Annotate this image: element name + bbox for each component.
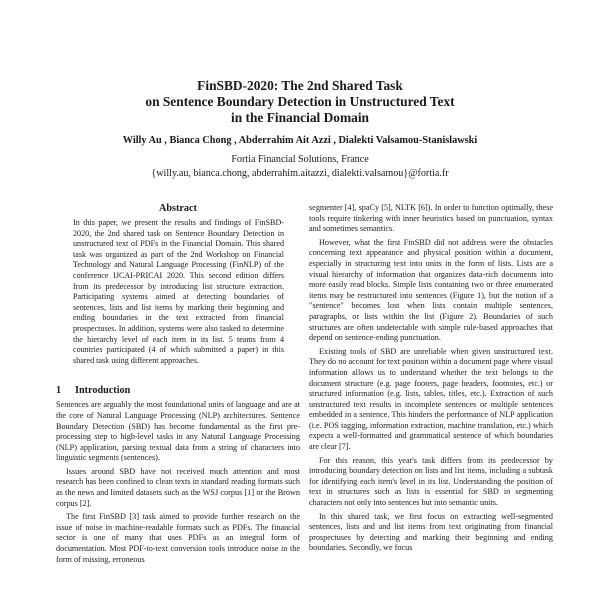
section-heading-introduction [56,385,300,396]
left-column [56,203,300,568]
right-paragraph-2: However, what the first FinSBD did not address were the obstacles concerning text appearance and physical position within a document, especially in structuring text into units in the form of lists. Lists are a visual hierarchy of information that organizes data-rich documents into more easily read blocks. Simple lists containing two or three enumerated items may be restructured into sentences (Figure 1), but the notion of a "sentence" becomes lost when lists contain multiple sentences, paragraphs, or lists within the list (Figure 2). Boundaries of such structures are often undetectable with simple rule-based approaches that depend on sentence-ending punctuation. [309,237,553,343]
right-column [309,203,553,557]
right-paragraph-4: For this reason, this year's task differs from its predecessor by introducing boundary detection on lists and list items, including a subtask for identifying each item's level in its list. Understanding the position of text in structures such as lists is essential for SBD in segmenting characters not only into sentences but into semantic units. [309,455,553,508]
affiliation-emails: {willy.au, bianca.chong, abderrahim.aitazzi, dialekti.valsamou}@fortia.fr [151,167,449,179]
paper-title [100,78,500,126]
abstract-text: In this paper, we present the results and findings of FinSBD-2020, the 2nd shared task on Sentence Boundary Detection in unstructured text of PDFs in the Financial Domain. This shared task was organized as part of the 2nd Workshop on Financial Technology and Natural Language Processing (FinNLP) of the conference IJCAI-PRICAI 2020. This second edition differs from its predecessor by introducing list structure extraction. Participating systems aimed at detecting boundaries of sentences, lists and list items by marking their beginning and ending boundaries in the text extracted from financial prospectuses. In addition, systems were also tasked to determine the hierarchy level of each item in its list. 5 teams from 4 countries participated (4 of which submitted a paper) in this shared task using different approaches. [73,218,284,365]
intro-paragraph-1: Sentences are arguably the most foundational units of language and are at the core of Natural Language Processing (NLP) architectures. Sentence Boundary Detection (SBD) has become fundamental as the first pre-processing step to high-level tasks in any Natural Language Processing (NLP) application, parsing textual data from a string of characters into linguistic segments (sentences). [56,400,300,463]
right-paragraph-5: In this shared task, we first focus on extracting well-segmented sentences, lists and and list items from text originating from financial prospectuses by detecting and marking their beginning and ending boundaries. Secondly, we focus [309,511,553,553]
title-line-2: on Sentence Boundary Detection in Unstructured Text [145,94,455,109]
section-title: Introduction [75,385,131,397]
intro-paragraph-3: The first FinSBD [3] task aimed to provide further research on the issue of noise in machine-readable formats such as PDFs. The financial sector is one of many that uses PDFs as an integral form of documentation. Most PDF-to-text conversion tools introduce noise in the form of missing, erroneous [56,512,300,564]
abstract-heading: Abstract [159,203,197,214]
title-line-3: in the Financial Domain [230,110,369,125]
affiliation [80,153,520,180]
intro-paragraph-2: Issues around SBD have not received much attention and most research has been confined to clean texts in standard reading formats such as the news and limited datasets such as the WSJ corpus [1] or the Brown corpus [2]. [56,466,300,508]
author-list: Willy Au , Bianca Chong , Abderrahim Ait Azzi , Dialekti Valsamou-Stanislawski [122,135,478,146]
title-line-1: FinSBD-2020: The 2nd Shared Task [197,78,403,93]
section-number: 1 [56,385,62,397]
right-paragraph-1: segmenter [4], spaCy [5], NLTK [6]). In order to function optimally, these tools require tinkering with inner heuristics based on punctuation, syntax and sometimes semantics. [309,203,553,234]
right-paragraph-3: Existing tools of SBD are unreliable when given unstructured text. They do no account for text position within a document page where visual information allows us to understand whether the text belongs to the document structure (e.g. page footers, page headers, footnotes, etc.) or structured information (e.g. lists, tables, titles, etc.). Extraction of such unstructured text results in incomplete sentences or multiple sentences embedded in a sentence. This hinders the performance of NLP application (i.e. POS tagging, information extraction, machine translation, etc.) which expects a well-formatted and grammatical sentence of which boundaries are clear [7]. [309,346,553,452]
affiliation-org: Fortia Financial Solutions, France [231,154,369,165]
